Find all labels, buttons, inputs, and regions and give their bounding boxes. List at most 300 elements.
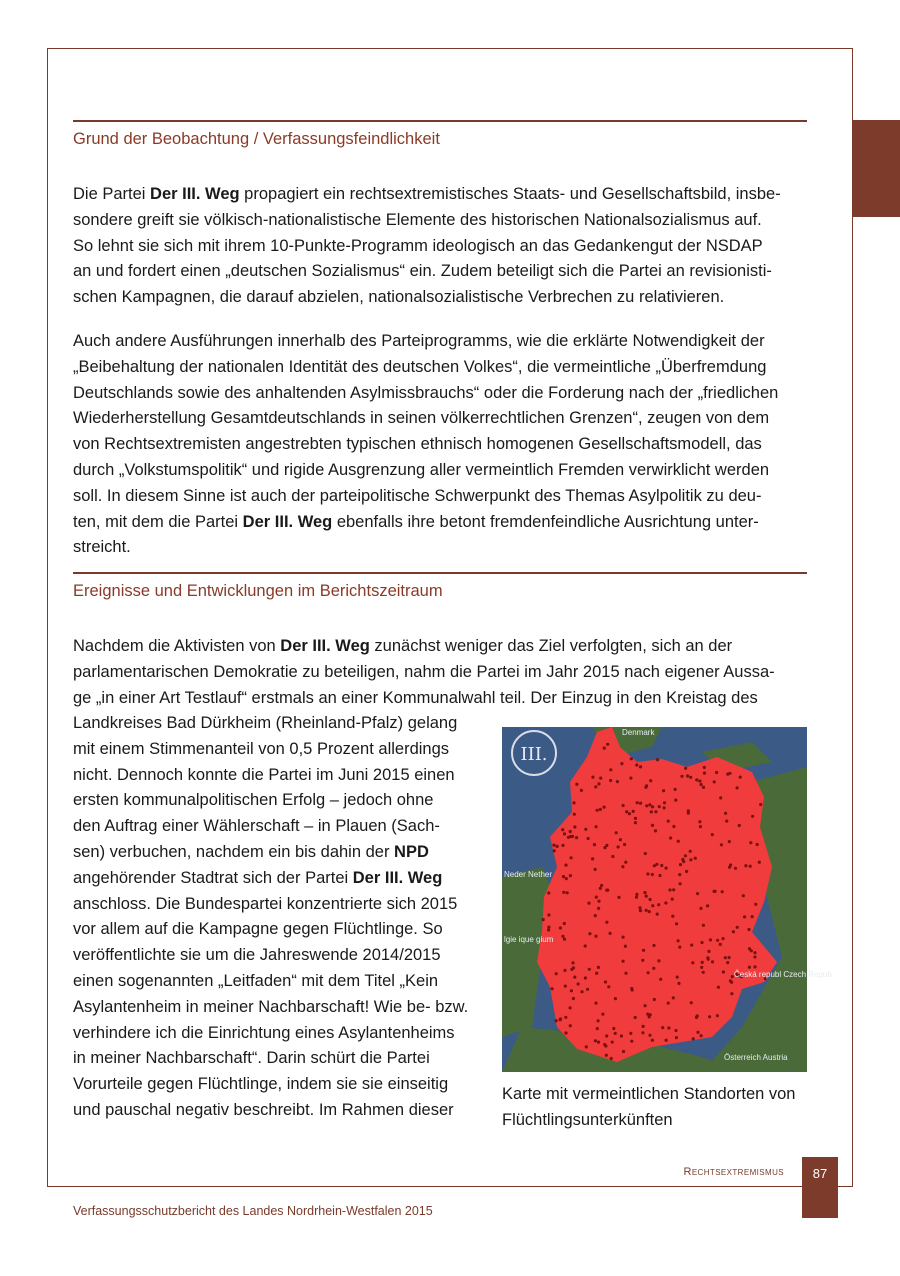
location-marker xyxy=(617,896,620,899)
location-marker xyxy=(639,802,642,805)
location-marker xyxy=(622,960,625,963)
figure-caption xyxy=(502,1082,822,1134)
location-marker xyxy=(663,801,666,804)
location-marker xyxy=(700,941,703,944)
map-label-czech: Česká republ Czech Repub xyxy=(734,970,832,979)
location-marker xyxy=(689,850,692,853)
text-line: ten, mit dem die Partei Der III. Weg ebenfalls ihre betont fremdenfeindliche Ausrichtung unter- xyxy=(73,512,759,531)
location-marker xyxy=(694,857,697,860)
map-label-austria: Österreich Austria xyxy=(724,1053,788,1062)
location-marker xyxy=(616,780,619,783)
location-marker xyxy=(571,835,574,838)
location-marker xyxy=(748,947,751,950)
text-line: Deutschlands sowie des anhaltenden Asylmissbrauchs“ oder die Forderung nach der „friedlichen xyxy=(73,383,779,402)
location-marker xyxy=(561,935,564,938)
location-marker xyxy=(675,922,678,925)
location-marker xyxy=(645,909,648,912)
location-marker xyxy=(689,776,692,779)
location-marker xyxy=(572,966,575,969)
location-marker xyxy=(728,840,731,843)
location-marker xyxy=(559,926,562,929)
location-marker xyxy=(724,812,727,815)
location-marker xyxy=(584,944,587,947)
location-marker xyxy=(542,918,545,921)
location-marker xyxy=(654,829,657,832)
party-name-bold: Der III. Weg xyxy=(352,868,443,887)
text-line: Asylantenheim in meiner Nachbarschaft! Wie be- bzw. xyxy=(73,997,469,1016)
location-marker xyxy=(696,1031,699,1034)
location-marker xyxy=(561,828,564,831)
location-marker xyxy=(702,786,705,789)
location-marker xyxy=(648,803,651,806)
text-line: Landkreises Bad Dürkheim (Rheinland-Pfalz) gelang xyxy=(73,714,458,732)
location-marker xyxy=(605,889,608,892)
location-marker xyxy=(648,1034,651,1037)
location-marker xyxy=(593,843,596,846)
location-marker xyxy=(721,890,724,893)
location-marker xyxy=(668,888,671,891)
location-marker xyxy=(700,1034,703,1037)
location-marker xyxy=(726,961,729,964)
location-marker xyxy=(716,939,719,942)
map-label-netherlands: Neder Nether xyxy=(504,870,553,879)
location-marker xyxy=(632,810,635,813)
location-marker xyxy=(663,806,666,809)
location-marker xyxy=(652,944,655,947)
location-marker xyxy=(658,805,661,808)
location-marker xyxy=(551,987,554,990)
location-marker xyxy=(605,844,608,847)
party-name-bold: Der III. Weg xyxy=(280,637,370,655)
location-marker xyxy=(667,1026,670,1029)
location-marker xyxy=(690,1001,693,1004)
publication-footer: Verfassungsschutzbericht des Landes Nordrhein-Westfalen 2015 xyxy=(73,1204,433,1218)
location-marker xyxy=(687,811,690,814)
location-marker xyxy=(597,907,600,910)
location-marker xyxy=(564,1016,567,1019)
location-marker xyxy=(547,913,550,916)
text-line: sen) verbuchen, nachdem ein bis dahin der NPD xyxy=(73,842,429,861)
chapter-tab xyxy=(853,120,900,217)
text-line: „Beibehaltung der nationalen Identität des deutschen Volkes“, die vermeintliche „Überfremdung xyxy=(73,357,767,376)
location-marker xyxy=(736,926,739,929)
location-marker xyxy=(622,1050,625,1053)
location-marker xyxy=(597,1019,600,1022)
location-marker xyxy=(580,990,583,993)
location-marker xyxy=(716,1014,719,1017)
location-marker xyxy=(604,980,607,983)
location-marker xyxy=(609,932,612,935)
location-marker xyxy=(749,865,752,868)
location-marker xyxy=(758,861,761,864)
location-marker xyxy=(570,856,573,859)
location-marker xyxy=(594,1002,597,1005)
location-marker xyxy=(630,757,633,760)
location-marker xyxy=(634,1016,637,1019)
location-marker xyxy=(580,789,583,792)
text-line: anschloss. Die Bundespartei konzentrierte sich 2015 xyxy=(73,894,458,913)
location-marker xyxy=(679,863,682,866)
location-marker xyxy=(641,1031,644,1034)
location-marker xyxy=(684,767,687,770)
location-marker xyxy=(635,763,638,766)
location-marker xyxy=(573,813,576,816)
location-marker xyxy=(667,1002,670,1005)
text-line: verhindere ich die Einrichtung eines Asylantenheims xyxy=(73,1023,455,1042)
location-marker xyxy=(681,858,684,861)
location-marker xyxy=(596,1027,599,1030)
location-marker xyxy=(615,831,618,834)
text-line: sondere greift sie völkisch-nationalistische Elemente des historischen Nationalsozialismus auf. xyxy=(73,210,762,229)
location-marker xyxy=(562,875,565,878)
location-marker xyxy=(699,907,702,910)
location-marker xyxy=(609,768,612,771)
text-line: soll. In diesem Sinne ist auch der parteipolitische Schwerpunkt des Themas Asylpolitik zu deu- xyxy=(73,486,762,505)
location-marker xyxy=(624,861,627,864)
paragraph-3 xyxy=(73,634,810,711)
map-graphic xyxy=(502,727,832,1072)
location-marker xyxy=(675,1036,678,1039)
text-line: den Auftrag einer Wählerschaft – in Plauen (Sach- xyxy=(73,817,440,836)
location-marker xyxy=(565,877,568,880)
location-marker xyxy=(671,898,674,901)
text-line: angehörender Stadtrat sich der Partei Der III. Weg xyxy=(73,868,443,887)
location-marker xyxy=(597,966,600,969)
text-line: nicht. Dennoch konnte die Partei im Juni 2015 einen xyxy=(73,765,455,784)
location-marker xyxy=(547,891,550,894)
location-marker xyxy=(667,820,670,823)
location-marker xyxy=(559,1018,562,1021)
location-marker xyxy=(677,982,680,985)
location-marker xyxy=(719,943,722,946)
location-marker xyxy=(684,854,687,857)
paragraph-3-column xyxy=(73,711,493,1124)
location-marker xyxy=(658,874,661,877)
location-marker xyxy=(728,772,731,775)
location-marker xyxy=(703,772,706,775)
text-line: von Rechtsextremisten angestrebten typischen ethnisch homogenen Gesellschaftsmodell, das xyxy=(73,435,762,454)
text-line: in meiner Nachbarschaft“. Darin schürt die Partei xyxy=(73,1049,430,1068)
location-marker xyxy=(643,891,646,894)
location-marker xyxy=(689,858,692,861)
location-marker xyxy=(708,1015,711,1018)
location-marker xyxy=(562,891,565,894)
location-marker xyxy=(614,1032,617,1035)
caption-line: Flüchtlingsunterkünften xyxy=(502,1110,673,1129)
location-marker xyxy=(573,976,576,979)
location-marker xyxy=(599,887,602,890)
location-marker xyxy=(686,774,689,777)
location-marker xyxy=(595,972,598,975)
location-marker xyxy=(595,825,598,828)
text-line: mit einem Stimmenanteil von 0,5 Prozent allerdings xyxy=(73,739,450,758)
location-marker xyxy=(634,817,637,820)
location-marker xyxy=(676,976,679,979)
location-marker xyxy=(722,970,725,973)
location-marker xyxy=(624,972,627,975)
location-marker xyxy=(594,1039,597,1042)
location-marker xyxy=(717,986,720,989)
location-marker xyxy=(591,857,594,860)
location-marker xyxy=(691,961,694,964)
location-marker xyxy=(599,777,602,780)
location-marker xyxy=(563,922,566,925)
location-marker xyxy=(642,949,645,952)
caption-line: Karte mit vermeintlichen Standorten von xyxy=(502,1085,796,1103)
party-name-bold: Der III. Weg xyxy=(242,512,333,531)
location-marker xyxy=(711,833,714,836)
location-marker xyxy=(651,873,654,876)
location-marker xyxy=(655,863,658,866)
location-marker xyxy=(672,825,675,828)
location-marker xyxy=(603,747,606,750)
location-marker xyxy=(699,825,702,828)
location-marker xyxy=(679,882,682,885)
location-marker xyxy=(662,789,665,792)
location-marker xyxy=(587,837,590,840)
location-marker xyxy=(566,891,569,894)
location-marker xyxy=(714,890,717,893)
text-line: Nachdem die Aktivisten von Der III. Weg zunächst weniger das Ziel verfolgten, sich an der xyxy=(73,637,733,655)
location-marker xyxy=(651,1039,654,1042)
location-marker xyxy=(620,1034,623,1037)
location-marker xyxy=(702,924,705,927)
text-line: parlamentarischen Demokratie zu beteiligen, nahm die Partei im Jahr 2015 nach eigener Aussa- xyxy=(73,662,775,681)
text-line: Auch andere Ausführungen innerhalb des Parteiprogramms, wie die erklärte Notwendigkeit der xyxy=(73,332,765,350)
location-marker xyxy=(547,926,550,929)
location-marker xyxy=(595,896,598,899)
location-marker xyxy=(594,868,597,871)
party-name-bold: NPD xyxy=(394,842,429,861)
location-marker xyxy=(701,961,704,964)
text-line: Die Partei Der III. Weg propagiert ein rechtsextremistisches Staats- und Gesellschaftsbild, insbe- xyxy=(73,185,781,203)
location-marker xyxy=(594,914,597,917)
location-marker xyxy=(622,804,625,807)
location-marker xyxy=(639,765,642,768)
location-marker xyxy=(700,966,703,969)
location-marker xyxy=(584,976,587,979)
location-marker xyxy=(743,915,746,918)
location-marker xyxy=(649,1013,652,1016)
location-marker xyxy=(572,801,575,804)
location-marker xyxy=(674,799,677,802)
location-marker xyxy=(702,971,705,974)
location-marker xyxy=(605,921,608,924)
location-marker xyxy=(553,849,556,852)
location-marker xyxy=(629,1032,632,1035)
location-marker xyxy=(754,903,757,906)
location-marker xyxy=(620,762,623,765)
location-marker xyxy=(585,1045,588,1048)
location-marker xyxy=(639,909,642,912)
location-marker xyxy=(656,758,659,761)
location-marker xyxy=(601,1013,604,1016)
location-marker xyxy=(563,832,566,835)
location-marker xyxy=(672,888,675,891)
location-marker xyxy=(648,910,651,913)
location-marker xyxy=(721,937,724,940)
location-marker xyxy=(700,783,703,786)
location-marker xyxy=(690,944,693,947)
location-marker xyxy=(730,981,733,984)
location-marker xyxy=(695,1016,698,1019)
location-marker xyxy=(642,1025,645,1028)
location-marker xyxy=(753,955,756,958)
location-marker xyxy=(753,951,756,954)
location-marker xyxy=(556,845,559,848)
location-marker xyxy=(742,894,745,897)
location-marker xyxy=(597,900,600,903)
location-marker xyxy=(749,841,752,844)
location-marker xyxy=(645,895,648,898)
location-marker xyxy=(685,870,688,873)
location-marker xyxy=(713,780,716,783)
location-marker xyxy=(564,1031,567,1034)
location-marker xyxy=(739,776,742,779)
location-marker xyxy=(588,932,591,935)
location-marker xyxy=(611,1041,614,1044)
location-marker xyxy=(635,896,638,899)
location-marker xyxy=(600,884,603,887)
location-marker xyxy=(706,956,709,959)
location-marker xyxy=(653,998,656,1001)
location-marker xyxy=(674,1029,677,1032)
location-marker xyxy=(564,985,567,988)
location-marker xyxy=(707,950,710,953)
location-marker xyxy=(569,874,572,877)
location-marker xyxy=(659,978,662,981)
text-line: einen sogenannten „Leitfaden“ mit dem Titel „Kein xyxy=(73,971,439,990)
text-line: vor allem auf die Kampagne gegen Flüchtlinge. So xyxy=(73,920,443,939)
location-marker xyxy=(678,946,681,949)
location-marker xyxy=(651,805,654,808)
text-line: Wiederherstellung Gesamtdeutschlands in seinen völkerrechtlichen Grenzen“, zeugen von dem xyxy=(73,409,770,428)
location-marker xyxy=(617,845,620,848)
location-marker xyxy=(588,968,591,971)
section-heading-observation: Grund der Beobachtung / Verfassungsfeindlichkeit xyxy=(73,130,440,148)
map-label-denmark: Denmark xyxy=(622,728,655,737)
location-marker xyxy=(584,828,587,831)
location-marker xyxy=(747,928,750,931)
text-line: durch „Volkstumspolitik“ und rigide Ausgrenzung aller vermeintlich Fremden verwirklicht werden xyxy=(73,460,770,479)
location-marker xyxy=(728,956,731,959)
location-marker xyxy=(555,972,558,975)
location-marker xyxy=(696,892,699,895)
location-marker xyxy=(596,809,599,812)
location-marker xyxy=(695,778,698,781)
text-line: Vorurteile gegen Flüchtlinge, indem sie sie einseitig xyxy=(73,1075,449,1094)
location-marker xyxy=(671,915,674,918)
location-marker xyxy=(692,1037,695,1040)
location-marker xyxy=(759,803,762,806)
location-marker xyxy=(649,779,652,782)
location-marker xyxy=(709,938,712,941)
location-marker xyxy=(656,913,659,916)
location-marker xyxy=(624,945,627,948)
location-marker xyxy=(563,938,566,941)
location-marker xyxy=(635,893,638,896)
location-marker xyxy=(586,988,589,991)
text-line: schen Kampagnen, die darauf abzielen, nationalsozialistische Verbrechen zu relativieren. xyxy=(73,288,725,307)
location-marker xyxy=(575,783,578,786)
location-marker xyxy=(604,1044,607,1047)
location-marker xyxy=(650,810,653,813)
location-marker xyxy=(744,864,747,867)
location-marker xyxy=(634,821,637,824)
location-marker xyxy=(547,928,550,931)
location-marker xyxy=(711,960,714,963)
location-marker xyxy=(703,766,706,769)
location-marker xyxy=(669,836,672,839)
location-marker xyxy=(674,788,677,791)
location-marker xyxy=(610,1057,613,1060)
location-marker xyxy=(603,806,606,809)
location-marker xyxy=(720,843,723,846)
location-marker xyxy=(619,838,622,841)
text-line: veröffentlichte sie um die Jahreswende 2014/2015 xyxy=(73,946,441,965)
location-marker xyxy=(698,780,701,783)
location-marker xyxy=(644,1004,647,1007)
location-marker xyxy=(628,812,631,815)
location-marker xyxy=(569,1024,572,1027)
location-marker xyxy=(605,1034,608,1037)
location-marker xyxy=(661,1026,664,1029)
location-marker xyxy=(644,786,647,789)
text-line: an und fordert einen „deutschen Sozialismus“ ein. Zudem beteiligt sich die Partei an revisionisti- xyxy=(73,262,772,281)
location-marker xyxy=(751,915,754,918)
location-marker xyxy=(748,966,751,969)
section-heading-events: Ereignisse und Entwicklungen im Berichtszeitraum xyxy=(73,582,443,600)
text-line: streicht. xyxy=(73,538,131,557)
text-line: ersten kommunalpolitischen Erfolg – jedoch ohne xyxy=(73,791,434,810)
location-marker xyxy=(706,904,709,907)
location-marker xyxy=(630,987,633,990)
location-marker xyxy=(660,864,663,867)
location-marker xyxy=(570,989,573,992)
location-marker xyxy=(587,902,590,905)
location-marker xyxy=(698,820,701,823)
location-marker xyxy=(612,1027,615,1030)
location-marker xyxy=(665,867,668,870)
location-marker xyxy=(622,936,625,939)
location-marker xyxy=(573,825,576,828)
location-marker xyxy=(569,1006,572,1009)
location-marker xyxy=(577,982,580,985)
location-marker xyxy=(645,804,648,807)
location-marker xyxy=(572,997,575,1000)
location-marker xyxy=(564,864,567,867)
location-marker xyxy=(569,830,572,833)
location-marker xyxy=(672,996,675,999)
logo-text: III. xyxy=(520,744,548,765)
location-marker xyxy=(715,771,718,774)
location-marker xyxy=(677,939,680,942)
location-marker xyxy=(614,997,617,1000)
location-marker xyxy=(597,1041,600,1044)
location-marker xyxy=(611,855,614,858)
location-marker xyxy=(597,782,600,785)
location-marker xyxy=(724,956,727,959)
location-marker xyxy=(599,808,602,811)
location-marker xyxy=(728,866,731,869)
location-marker xyxy=(651,824,654,827)
location-marker xyxy=(736,786,739,789)
location-marker xyxy=(732,930,735,933)
text-line: ge „in einer Art Testlauf“ erstmals an einer Kommunalwahl teil. Der Einzug in den Kreistag des xyxy=(73,688,758,707)
paragraph-2 xyxy=(73,329,810,561)
paragraph-1 xyxy=(73,182,810,311)
location-marker xyxy=(552,844,555,847)
